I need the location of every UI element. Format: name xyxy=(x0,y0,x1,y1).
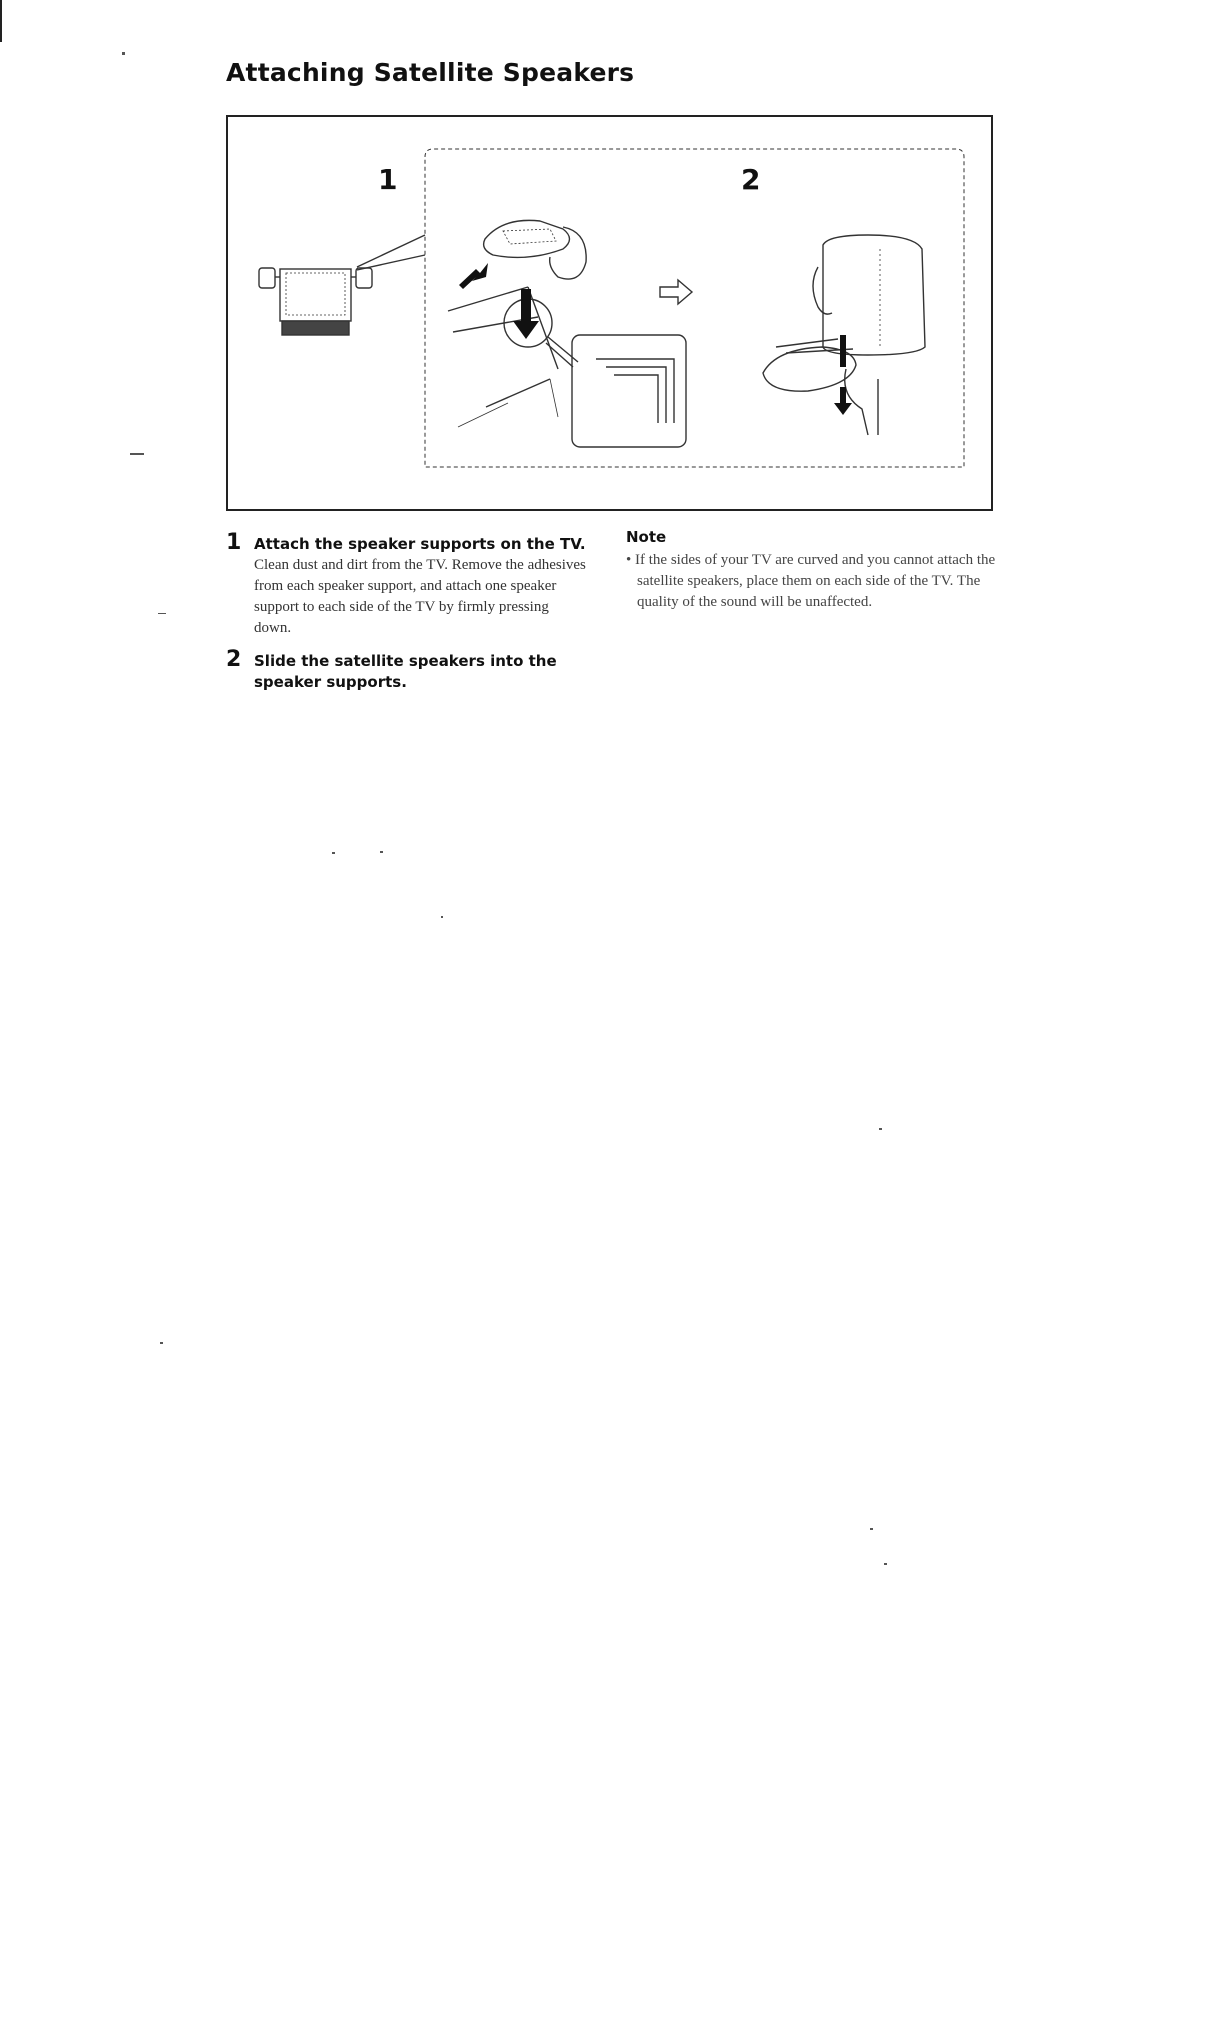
note-section xyxy=(626,528,998,613)
step-1-body: Clean dust and dirt from the TV. Remove the adhesives from each speaker support, and attach one speaker support to each side of the TV by firmly pressing down. xyxy=(254,557,586,636)
step-1 xyxy=(226,530,586,639)
figure-panel-1-label: 1 xyxy=(378,163,398,196)
step-2-number: 2 xyxy=(226,647,242,672)
tv-overview-icon xyxy=(259,268,372,335)
step-2 xyxy=(226,647,586,693)
step-1-heading: Attach the speaker supports on the TV. xyxy=(254,535,586,553)
scan-speck xyxy=(158,613,166,614)
instruction-figure xyxy=(226,115,993,511)
step-2-heading: Slide the satellite speakers into the speaker supports. xyxy=(254,652,557,691)
note-text: • If the sides of your TV are curved and you cannot attach the satellite speakers, place them on each side of the TV. The quality of the sound will be unaffected. xyxy=(626,552,996,610)
scan-speck xyxy=(441,916,443,918)
scan-speck xyxy=(879,1128,882,1130)
scan-speck xyxy=(380,851,383,853)
scan-speck xyxy=(884,1563,887,1565)
speaker-support-icon xyxy=(484,220,587,279)
scan-speck xyxy=(130,453,144,455)
scan-speck xyxy=(122,52,125,55)
scan-speck xyxy=(870,1528,873,1530)
scan-speck xyxy=(160,1342,163,1344)
left-margin-rule xyxy=(0,0,2,42)
illustration xyxy=(228,117,991,509)
figure-panel-2-label: 2 xyxy=(741,163,761,196)
scan-speck xyxy=(332,852,335,854)
page-title: Attaching Satellite Speakers xyxy=(226,58,635,87)
step-1-number: 1 xyxy=(226,530,242,555)
note-title: Note xyxy=(626,528,667,546)
